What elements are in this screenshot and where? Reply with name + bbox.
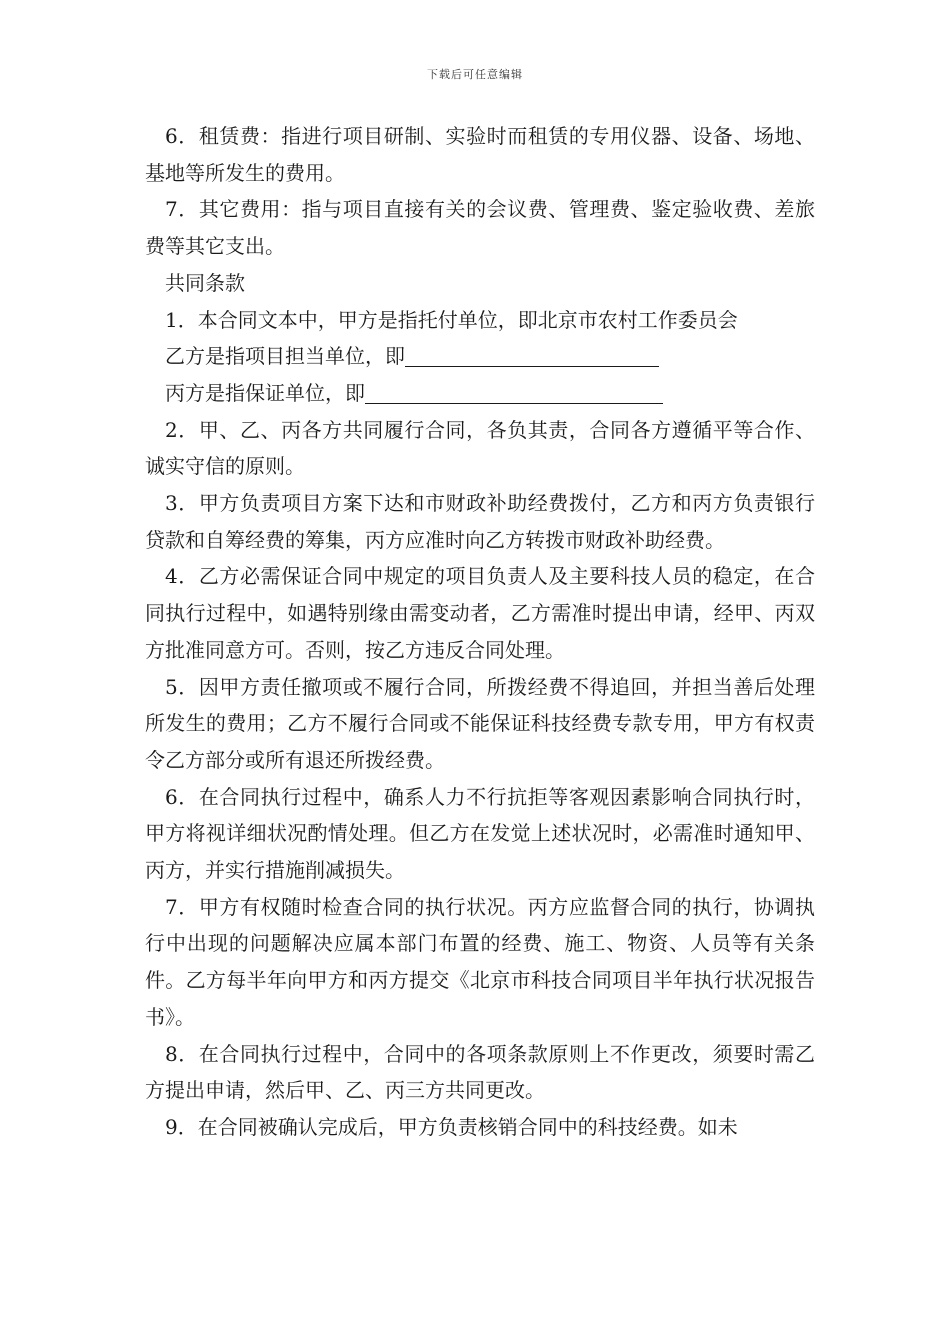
paragraph-clause-5: 5．因甲方责任撤项或不履行合同，所拨经费不得追回，并担当善后处理所发生的费用；乙方不履行合同或不能保证科技经费专款专用，甲方有权责令乙方部分或所有退还所拨经费。 bbox=[145, 674, 815, 772]
paragraph-clause-3: 3．甲方负责项目方案下达和市财政补助经费拨付，乙方和丙方负责银行贷款和自筹经费的筹集，丙方应准时向乙方转拨市财政补助经费。 bbox=[145, 491, 815, 552]
paragraph-rent-fee: 6．租赁费：指进行项目研制、实验时而租赁的专用仪器、设备、场地、基地等所发生的费用。 bbox=[145, 124, 815, 185]
document-body bbox=[145, 118, 815, 1146]
paragraph-clause-4: 4．乙方必需保证合同中规定的项目负责人及主要科技人员的稳定，在合同执行过程中，如遇特别缘由需变动者，乙方需准时提出申请，经甲、丙双方批准同意方可。否则，按乙方违反合同处理。 bbox=[145, 564, 815, 662]
paragraph-clause-6: 6．在合同执行过程中，确系人力不行抗拒等客观因素影响合同执行时，甲方将视详细状况酌情处理。但乙方在发觉上述状况时，必需准时通知甲、丙方，并实行措施削减损失。 bbox=[145, 784, 815, 883]
paragraph-clause-7: 7．甲方有权随时检查合同的执行状况。丙方应监督合同的执行，协调执行中出现的问题解决应属本部门布置的经费、施工、物资、人员等有关条件。乙方每半年向甲方和丙方提交《北京市科技合同项目半年执行状况报告书》。 bbox=[145, 894, 815, 1029]
paragraph-clause-1: 1．本合同文本中，甲方是指托付单位，即北京市农村工作委员会 bbox=[165, 307, 738, 332]
paragraph-clause-8: 8．在合同执行过程中，合同中的各项条款原则上不作更改，须要时需乙方提出申请，然后甲、乙、丙三方共同更改。 bbox=[145, 1041, 815, 1103]
party-c-label: 丙方是指保证单位，即 bbox=[165, 380, 365, 405]
party-c-blank-line bbox=[365, 383, 663, 404]
page-header: 下载后可任意编辑 bbox=[427, 68, 523, 81]
paragraph-other-fees: 7．其它费用：指与项目直接有关的会议费、管理费、鉴定验收费、差旅费等其它支出。 bbox=[145, 197, 815, 259]
paragraph-party-c bbox=[145, 375, 815, 412]
paragraph-clause-9: 9．在合同被确认完成后，甲方负责核销合同中的科技经费。如未 bbox=[165, 1114, 738, 1139]
paragraph-clause-2: 2．甲、乙、丙各方共同履行合同，各负其责，合同各方遵循平等合作、诚实守信的原则。 bbox=[145, 417, 815, 479]
party-b-label: 乙方是指项目担当单位，即 bbox=[165, 344, 405, 369]
paragraph-party-b bbox=[145, 338, 815, 375]
section-heading-common-terms: 共同条款 bbox=[165, 270, 245, 295]
party-b-blank-line bbox=[405, 346, 659, 367]
